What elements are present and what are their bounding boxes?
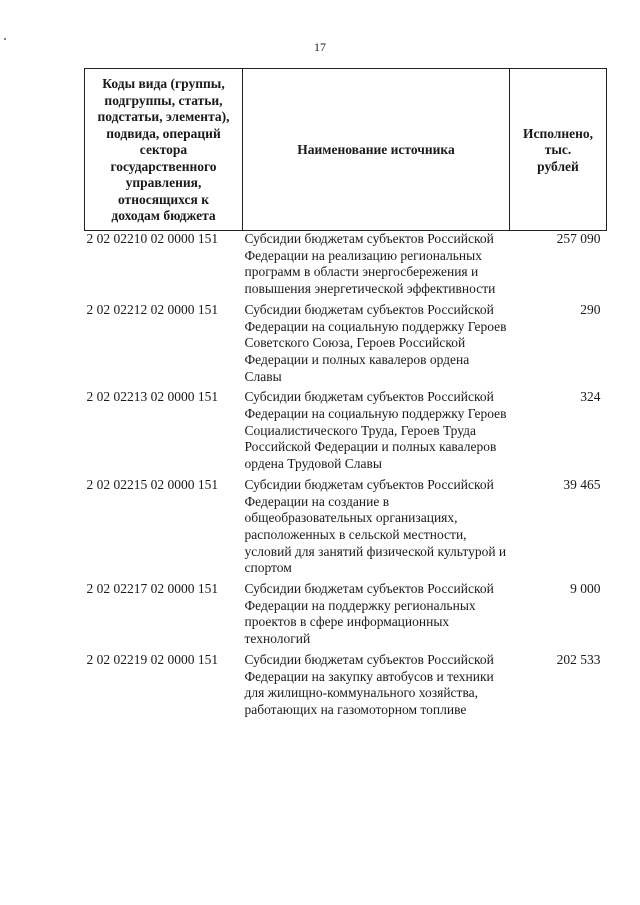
- page-number: 17: [314, 40, 326, 54]
- row-name: Субсидии бюджетам субъектов Российской Федерации на реализацию региональных программ в области энергосбережения и повышения энергетической эффективности: [244, 231, 496, 297]
- header-name: Наименование источника: [243, 69, 510, 231]
- row-amount: 257 090: [556, 231, 601, 246]
- row-name: Субсидии бюджетам субъектов Российской Федерации на закупку автобусов и техники для жилищно-коммунального хозяйства, работающих на газомоторном топливе: [244, 651, 494, 717]
- header-amount: [510, 69, 607, 231]
- row-amount: 202 533: [556, 651, 601, 667]
- row-code: 2 02 02217 02 0000 151: [86, 581, 219, 597]
- row-name: Субсидии бюджетам субъектов Российской Федерации на социальную поддержку Героев Социалистического Труда, Героев Труда Российской Федерации и полных кавалеров ордена Трудовой Славы: [244, 389, 507, 472]
- row-code: 2 02 02215 02 0000 151: [86, 476, 219, 492]
- table-row: [85, 389, 607, 477]
- header-amount-line: рублей: [537, 158, 579, 174]
- header-code-line: подвида, операций: [106, 125, 221, 141]
- row-amount: 324: [580, 389, 601, 405]
- table-row: [85, 477, 607, 581]
- row-name: Субсидии бюджетам субъектов Российской Федерации на социальную поддержку Героев Советского Союза, Героев Российской Федерации и полных кавалеров ордена Славы: [244, 301, 507, 384]
- header-code-line: подстатьи, элемента),: [97, 109, 230, 125]
- header-code-line: государственного: [110, 158, 217, 174]
- header-code-line: сектора: [139, 142, 188, 158]
- row-amount: 290: [580, 301, 601, 317]
- table-row: [85, 231, 607, 302]
- row-code: 2 02 02213 02 0000 151: [86, 389, 219, 405]
- row-amount: 39 465: [563, 476, 601, 492]
- row-code: 2 02 02219 02 0000 151: [86, 651, 219, 667]
- header-amount-line: тыс.: [544, 142, 572, 158]
- row-code: 2 02 02212 02 0000 151: [86, 301, 219, 317]
- header-code: [85, 69, 243, 231]
- row-name: Субсидии бюджетам субъектов Российской Федерации на создание в общеобразовательных организациях, расположенных в сельской местности, условий для занятий физической культурой и спортом: [244, 476, 507, 576]
- table-row: [85, 652, 607, 723]
- table-row: [85, 581, 607, 652]
- row-code: 2 02 02210 02 0000 151: [86, 231, 219, 246]
- header-code-line: подгруппы, статьи,: [104, 92, 223, 108]
- header-code-line: доходам бюджета: [111, 208, 216, 224]
- table-row: [85, 302, 607, 390]
- header-code-line: управления,: [125, 175, 202, 191]
- header-code-line: относящихся к: [117, 191, 209, 207]
- budget-revenue-table: [84, 68, 607, 723]
- header-code-line: Коды вида (группы,: [102, 76, 225, 92]
- row-amount: 9 000: [570, 581, 601, 597]
- header-amount-line: Исполнено,: [522, 125, 594, 141]
- row-name: Субсидии бюджетам субъектов Российской Федерации на поддержку региональных проектов в сфере информационных технологий: [244, 581, 494, 647]
- table-header-row: [85, 69, 607, 231]
